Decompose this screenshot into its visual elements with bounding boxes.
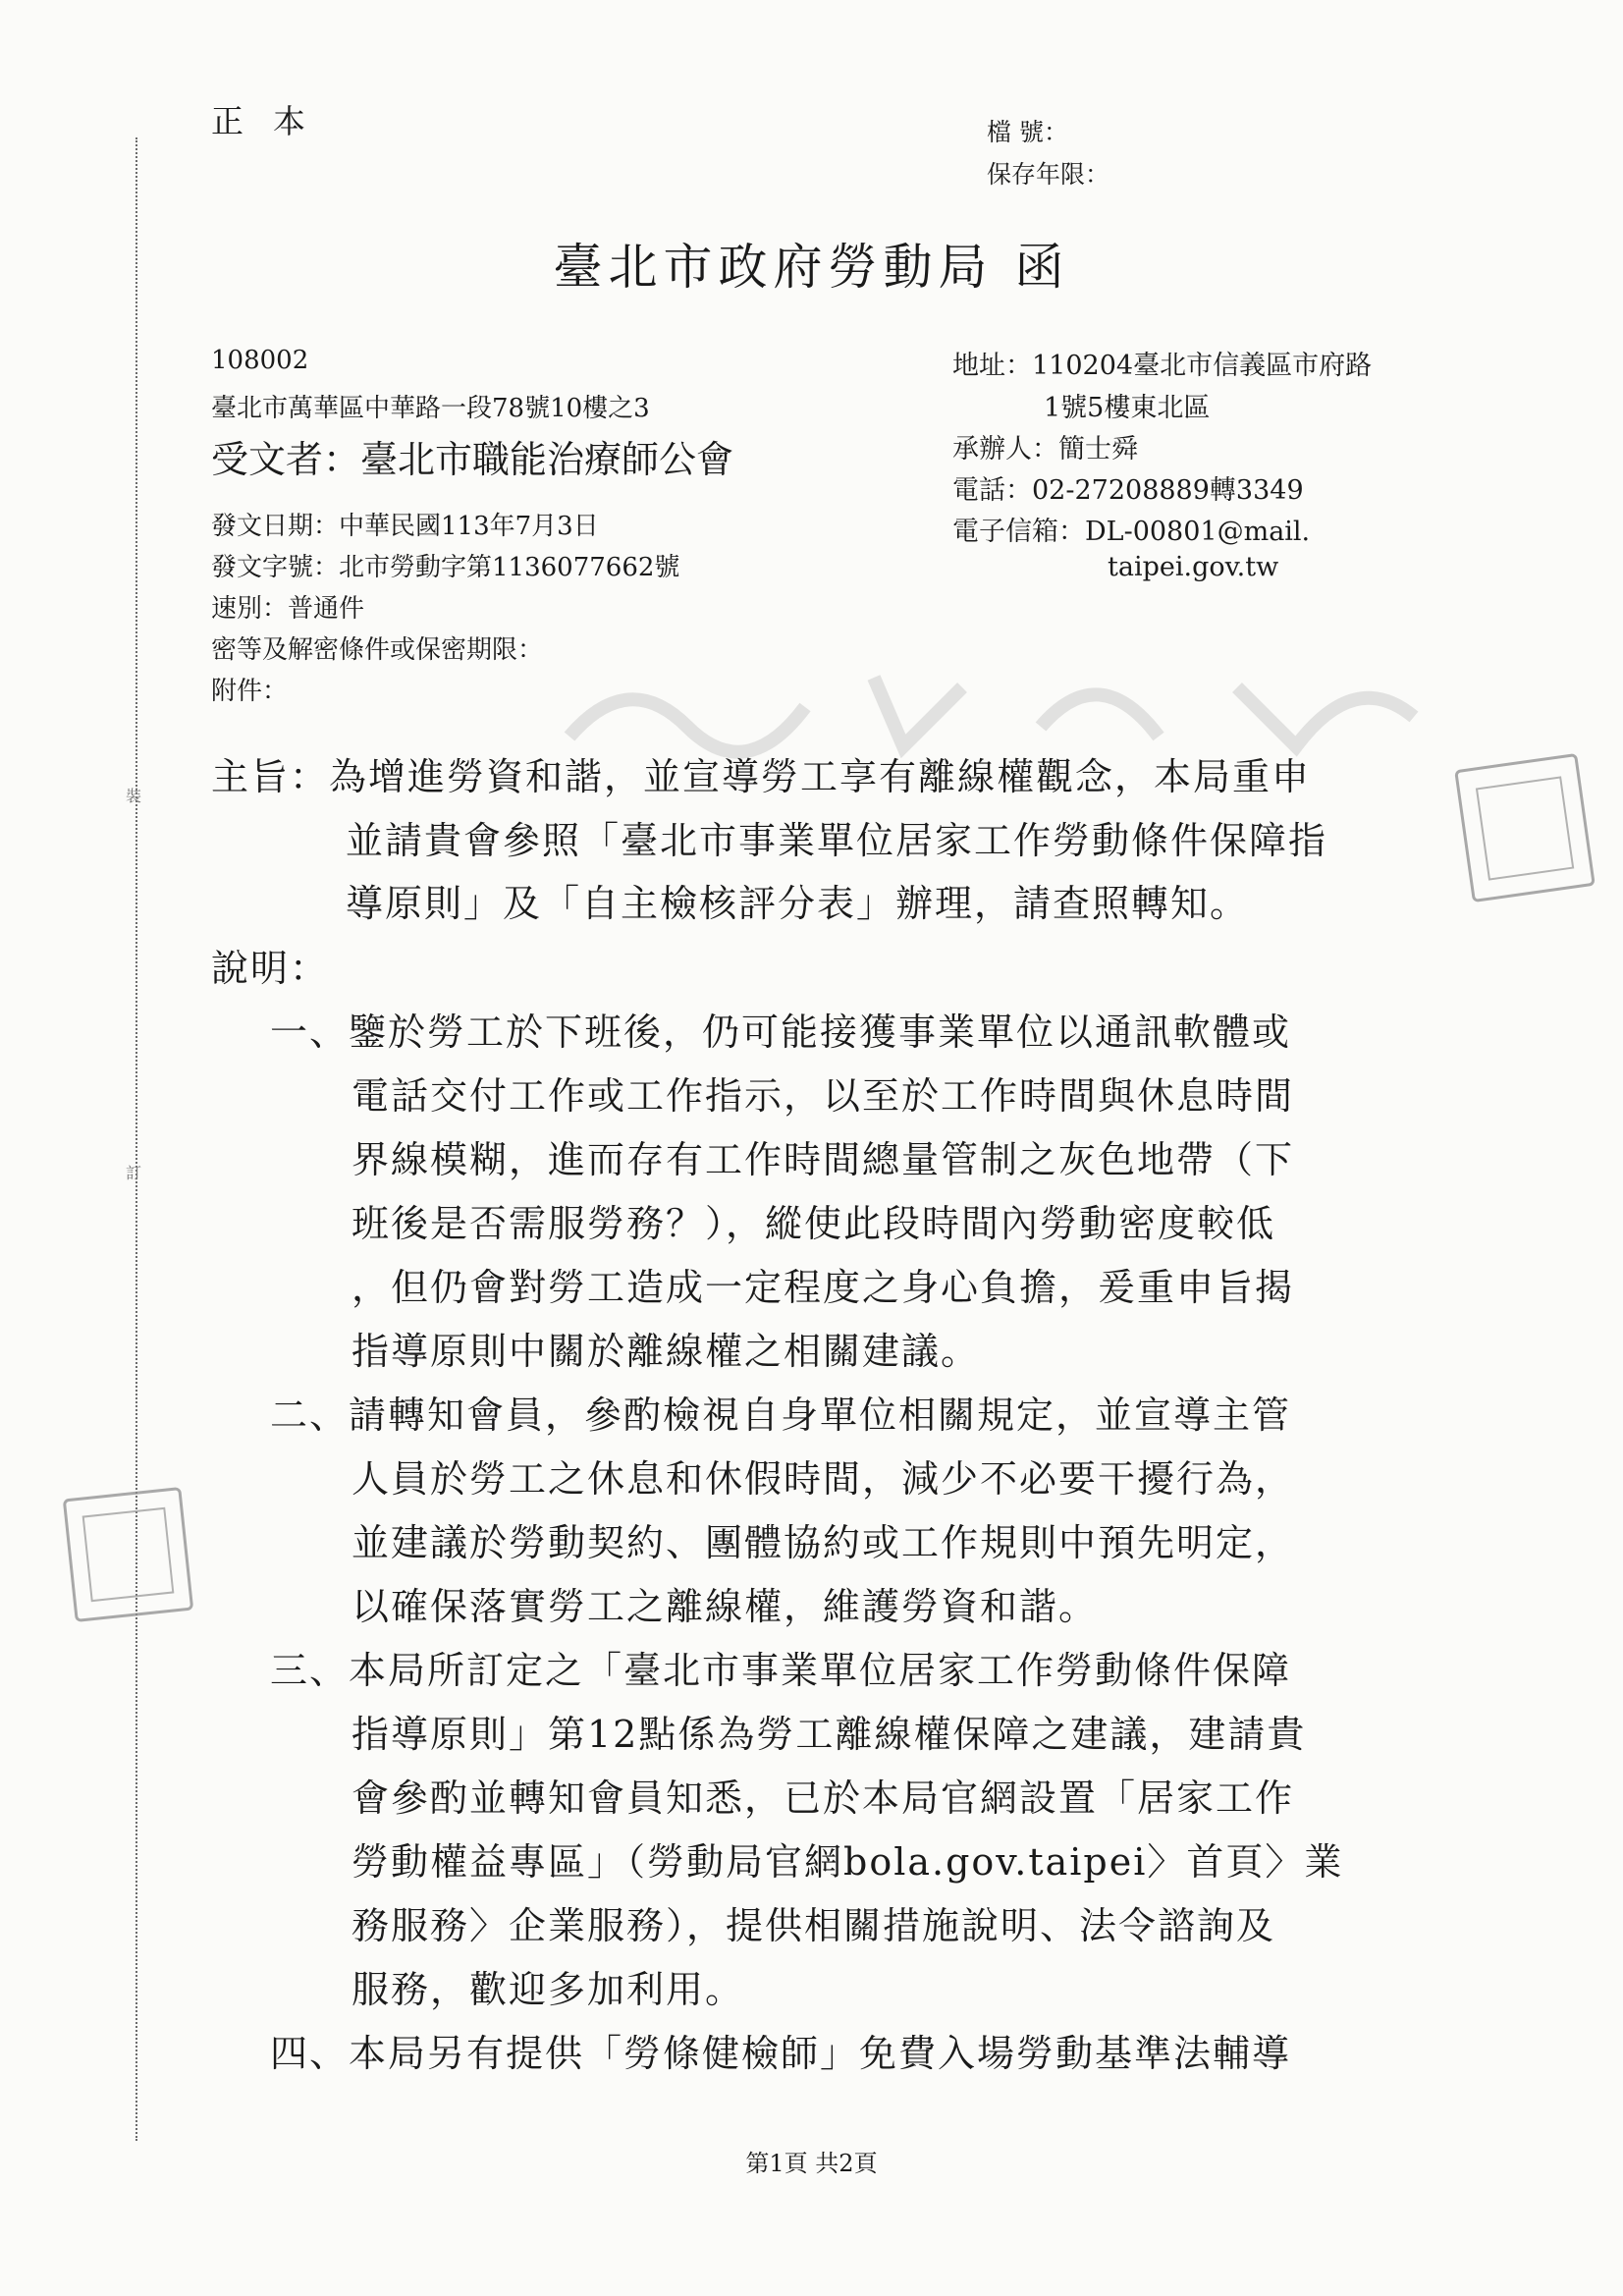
item-1-line: 界線模糊，進而存有工作時間總量管制之灰色地帶（下 [352,1138,1295,1181]
item-3-line: 指導原則」第12點係為勞工離線權保障之建議，建請貴 [352,1713,1307,1756]
subject-line: 並請貴會參照「臺北市事業單位居家工作勞動條件保障指 [346,819,1328,862]
contact-address-line1: 地址：110204臺北市信義區市府路 [952,351,1373,381]
subject-line: 主旨：為增進勞資和諧，並宣導勞工享有離線權觀念，本局重申 [211,755,1312,798]
contact-address-line2: 1號5樓東北區 [1044,393,1211,423]
item-2-line: 二、請轉知會員，參酌檢視自身單位相關規定，並宣導主管 [270,1394,1292,1437]
item-1-line: 電話交付工作或工作指示，以至於工作時間與休息時間 [352,1074,1295,1118]
page-number: 第1頁 共2頁 [745,2150,878,2177]
binding-mark-top: 裝 [126,787,142,805]
item-3-line: 勞動權益專區」（勞動局官網bola.gov.taipei〉首頁〉業 [352,1840,1344,1884]
item-2-line: 並建議於勞動契約、團體協約或工作規則中預先明定， [352,1521,1295,1564]
item-1-line: 班後是否需服勞務？），縱使此段時間內勞動密度較低 [352,1202,1276,1245]
item-4-line: 四、本局另有提供「勞條健檢師」免費入場勞動基準法輔導 [270,2032,1292,2075]
contact-phone: 電話：02-27208889轉3349 [952,475,1304,506]
item-3-line: 三、本局所訂定之「臺北市事業單位居家工作勞動條件保障 [270,1649,1292,1692]
item-1-line: 一、鑒於勞工於下班後，仍可能接獲事業單位以通訊軟體或 [270,1011,1292,1054]
item-1-line: 指導原則中關於離線權之相關建議。 [352,1330,981,1373]
attachment: 附件： [211,677,289,706]
contact-email-line1: 電子信箱：DL-00801@mail. [952,517,1311,547]
item-3-line: 會參酌並轉知會員知悉，已於本局官網設置「居家工作 [352,1777,1295,1820]
official-seal-right [1454,753,1596,902]
contact-handler: 承辦人：簡士舜 [952,434,1138,465]
binding-mark-bottom: 訂 [126,1164,142,1182]
document-number: 發文字號：北市勞動字第1136077662號 [211,553,680,582]
binding-line [135,137,137,2141]
issue-date: 發文日期：中華民國113年7月3日 [211,512,599,541]
recipient: 受文者：臺北市職能治療師公會 [211,438,734,481]
item-3-line: 務服務〉企業服務），提供相關措施說明、法令諮詢及 [352,1904,1276,1947]
official-seal-left [63,1487,194,1622]
item-3-line: 服務，歡迎多加利用。 [352,1968,745,2011]
item-2-line: 人員於勞工之休息和休假時間，減少不必要干擾行為， [352,1457,1295,1501]
copy-type: 正本 [211,102,335,140]
explanation-label: 說明： [211,947,330,990]
contact-email-line2: taipei.gov.tw [1108,552,1279,582]
file-number-label: 檔 號： [987,118,1068,146]
recipient-address: 臺北市萬華區中華路一段78號10樓之3 [211,394,650,423]
delivery-speed: 速別：普通件 [211,594,365,624]
item-2-line: 以確保落實勞工之離線權，維護勞資和諧。 [352,1585,1099,1628]
subject-line: 導原則」及「自主檢核評分表」辦理，請查照轉知。 [346,882,1250,925]
postal-code: 108002 [211,346,309,375]
secrecy-level: 密等及解密條件或保密期限： [211,635,544,665]
document-title: 臺北市政府勞動局 函 [553,239,1070,296]
retention-period-label: 保存年限： [987,160,1110,189]
item-1-line: ，但仍會對勞工造成一定程度之身心負擔，爰重申旨揭 [352,1266,1295,1309]
